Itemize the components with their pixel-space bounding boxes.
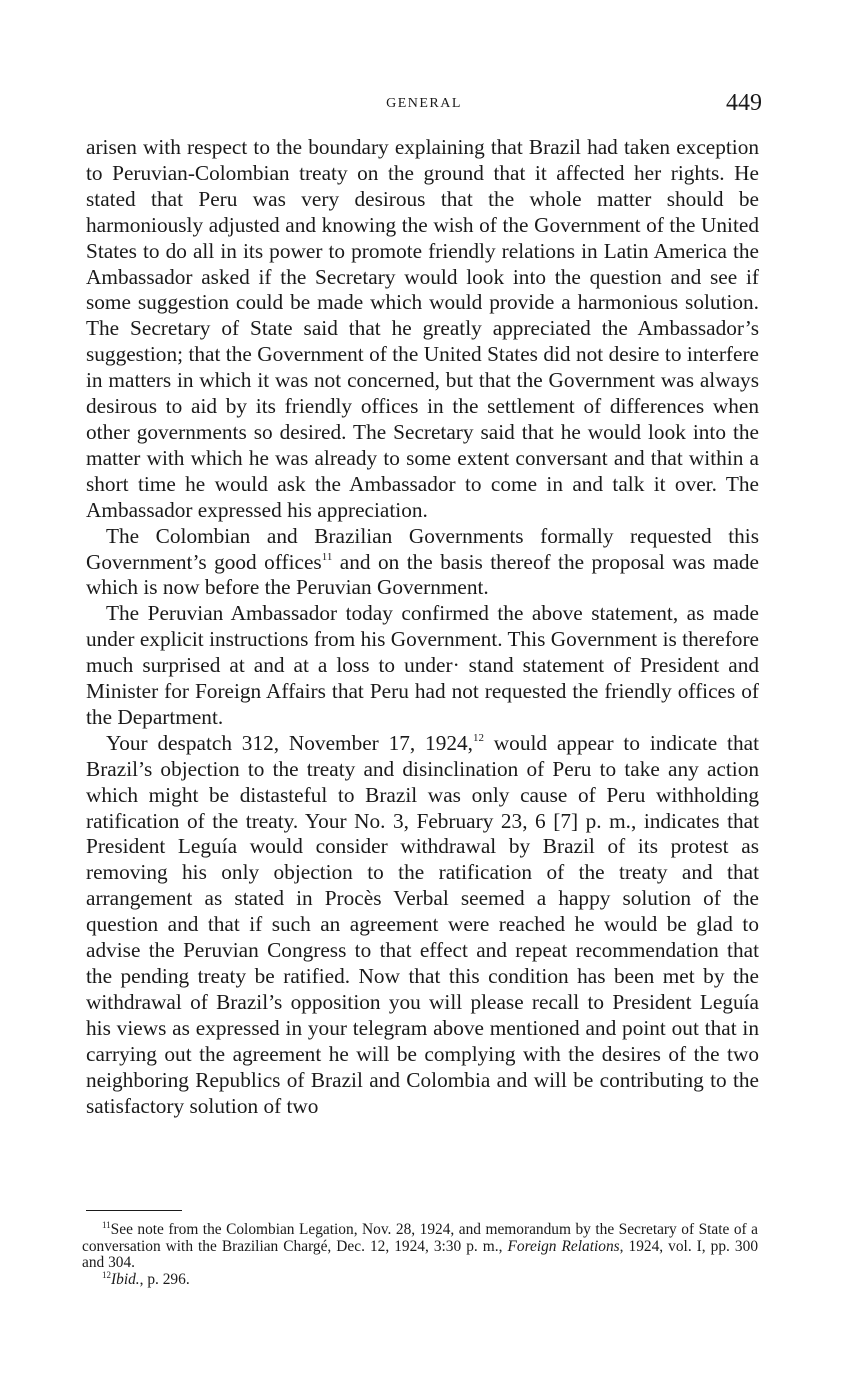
paragraph-2-text-b: and on the basis thereof the proposal was made which is now before the Peruvian Government. [86, 549, 759, 600]
paragraph-4-text-b: would appear to indicate that Brazil’s objection to the treaty and disinclination of Peru to take any action which might be distasteful to Brazil was only cause of Peru withholding ratification of the treaty. Your No. 3, February 23, 6 [7] p. m., indicates that President Leguía would consider withdrawal by Brazil of its protest as removing his only objection to the ratification of the treaty and that arrangement as stated in Procès Verbal seemed a happy solution of the question and that if such an agreement were reached he would be glad to advise the Peruvian Congress to that effect and repeat recommendation that the pending treaty be ratified. Now that this condition has been met by the withdrawal of Brazil’s opposition you will please recall to President Leguía his views as expressed in your telegram above mentioned and point out that in carrying out the agreement he will be complying with the desires of the two neighboring Republics of Brazil and Colombia and will be contributing to the satisfactory solution of two [86, 730, 759, 1118]
footnote-ref-12: 12 [472, 731, 484, 744]
footnote-11-text-b: , 1924, vol. I, pp. 300 and 304. [82, 1237, 759, 1272]
running-title: GENERAL [386, 96, 462, 111]
running-header [86, 90, 762, 120]
footnotes [82, 1222, 758, 1288]
footnote-11 [82, 1222, 758, 1272]
paragraph-3: The Peruvian Ambassador today confirmed the above statement, as made under explicit instructions from his Government. This Government is therefore much surprised at and at a loss to under· stand statement of President and Minister for Foreign Affairs that Peru had not requested the friendly offices of the Department. [86, 601, 759, 729]
footnote-ref-11: 11 [321, 550, 333, 563]
body-text [86, 135, 759, 1119]
paragraph-1: arisen with respect to the boundary explaining that Brazil had taken exception to Peruvian-Colombian treaty on the ground that it affected her rights. He stated that Peru was very desirous that the whole matter should be harmoniously adjusted and knowing the wish of the Government of the United States to do all in its power to promote friendly relations in Latin America the Ambassador asked if the Secretary would look into the question and see if some suggestion could be made which would provide a harmonious solution. The Secretary of State said that he greatly appreciated the Ambassador’s suggestion; that the Government of the United States did not desire to interfere in matters in which it was not concerned, but that the Government was always desirous to aid by its friendly offices in the settlement of differences when other governments so desired. The Secretary said that he would look into the matter with which he was already to some extent conversant and that within a short time he would ask the Ambassador to come in and talk it over. The Ambassador expressed his appreciation. [86, 135, 759, 522]
paragraph-4 [86, 731, 759, 1120]
footnote-11-marker: 11 [102, 1220, 111, 1230]
footnote-11-text-a: See note from the Colombian Legation, Nov. 28, 1924, and memorandum by the Secretary of State of a conversation with the Brazilian Chargé, Dec. 12, 1924, 3:30 p. m., [82, 1221, 758, 1255]
footnote-divider [86, 1210, 182, 1211]
paragraph-4-text-a: Your despatch 312, November 17, 1924, [106, 730, 473, 755]
footnote-12-marker: 12 [102, 1269, 111, 1280]
page-number: 449 [726, 90, 762, 116]
paragraph-2 [86, 524, 759, 602]
footnote-12-text: , p. 296. [139, 1270, 190, 1288]
footnote-12 [82, 1269, 758, 1289]
paragraph-2-text-a: The Colombian and Brazilian Governments formally requested this Government’s good offices [86, 523, 759, 574]
footnote-11-title: Foreign Relations [507, 1237, 620, 1255]
footnote-12-ibid: Ibid. [111, 1270, 140, 1288]
